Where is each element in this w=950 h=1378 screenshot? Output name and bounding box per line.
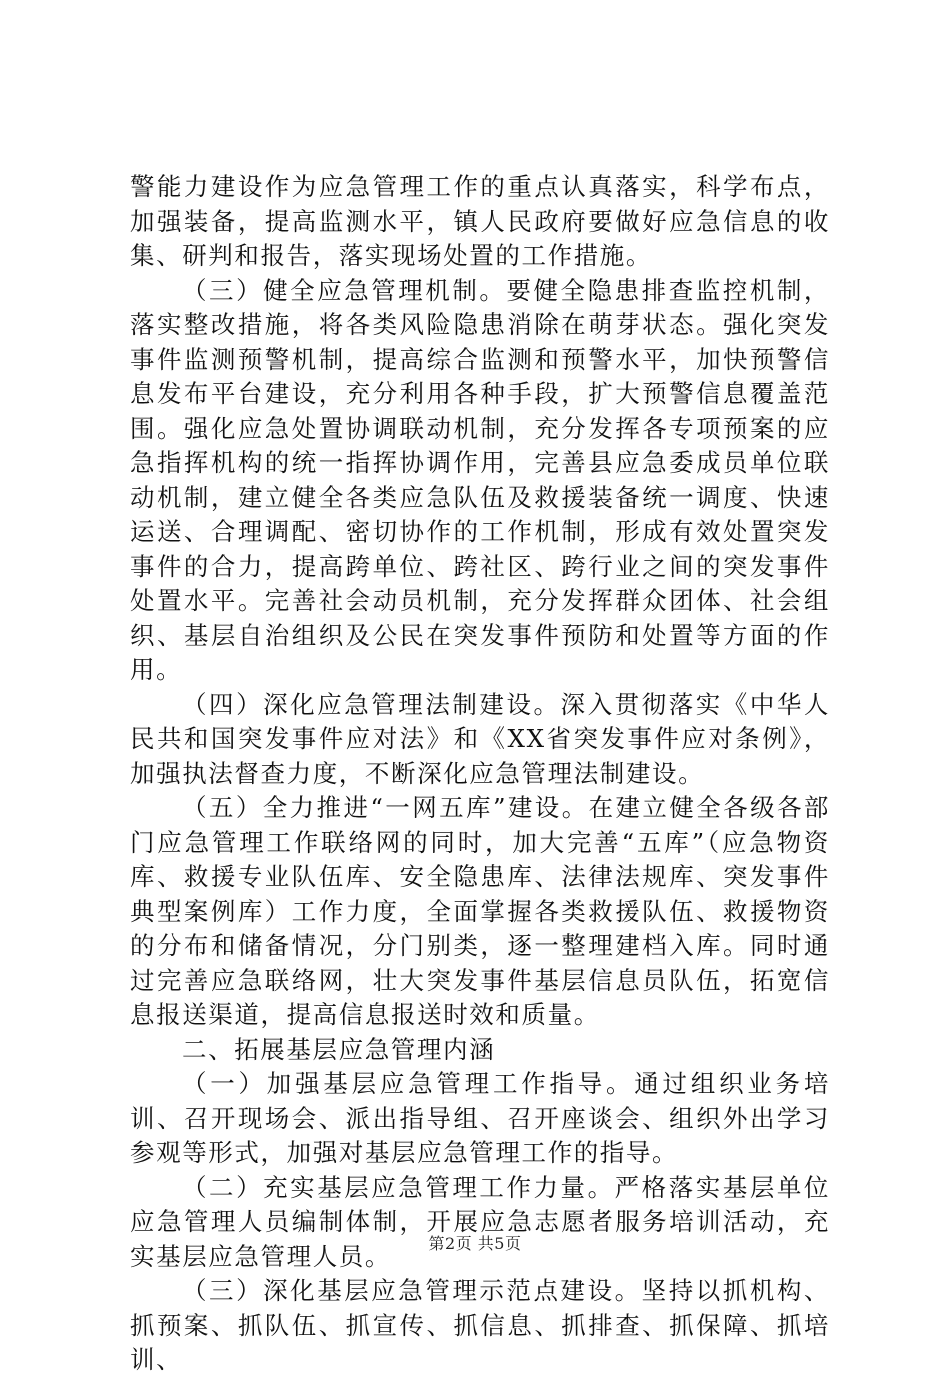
- paragraph-guidance: （一）加强基层应急管理工作指导。通过组织业务培训、召开现场会、派出指导组、召开座谈会、组织外出学习参观等形式，加强对基层应急管理工作的指导。: [130, 1069, 830, 1167]
- paragraph-continuation: 警能力建设作为应急管理工作的重点认真落实，科学布点，加强装备，提高监测水平，镇人民政府要做好应急信息的收集、研判和报告，落实现场处置的工作措施。: [130, 172, 830, 270]
- paragraph-network: （五）全力推进“一网五库”建设。在建立健全各级各部门应急管理工作联络网的同时，加大完善“五库”（应急物资库、救援专业队伍库、安全隐患库、法律法规库、突发事件典型案例库）工作力度，全面掌握各类救援队伍、救援物资的分布和储备情况，分门别类，逐一整理建档入库。同时通过完善应急联络网，壮大突发事件基层信息员队伍，拓宽信息报送渠道，提高信息报送时效和质量。: [130, 793, 830, 1029]
- section-heading: 二、拓展基层应急管理内涵: [182, 1034, 496, 1064]
- paragraph-demonstration: （三）深化基层应急管理示范点建设。坚持以抓机构、抓预案、抓队伍、抓宣传、抓信息、抓排查、抓保障、抓培训、: [130, 1276, 830, 1374]
- paragraph-legal: （四）深化应急管理法制建设。深入贯彻落实《中华人民共和国突发事件应对法》和《XX省突发事件应对条例》，加强执法督查力度，不断深化应急管理法制建设。: [130, 689, 830, 788]
- page-number-footer: 第2页 共5页: [428, 1234, 522, 1253]
- paragraph-mechanism: （三）健全应急管理机制。要健全隐患排查监控机制，落实整改措施，将各类风险隐患消除在萌芽状态。强化突发事件监测预警机制，提高综合监测和预警水平，加快预警信息发布平台建设，充分利用各种手段，扩大预警信息覆盖范围。强化应急处置协调联动机制，充分发挥各专项预案的应急指挥机构的统一指挥协调作用，完善县应急委成员单位联动机制，建立健全各类应急队伍及救援装备统一调度、快速运送、合理调配、密切协作的工作机制，形成有效处置突发事件的合力，提高跨单位、跨社区、跨行业之间的突发事件处置水平。完善社会动员机制，充分发挥群众团体、社会组织、基层自治组织及公民在突发事件预防和处置等方面的作用。: [130, 275, 830, 684]
- document-body: [130, 170, 830, 1378]
- paragraph-staffing: （二）充实基层应急管理工作力量。严格落实基层单位应急管理人员编制体制，开展应急志愿者服务培训活动，充实基层应急管理人员。: [130, 1172, 830, 1271]
